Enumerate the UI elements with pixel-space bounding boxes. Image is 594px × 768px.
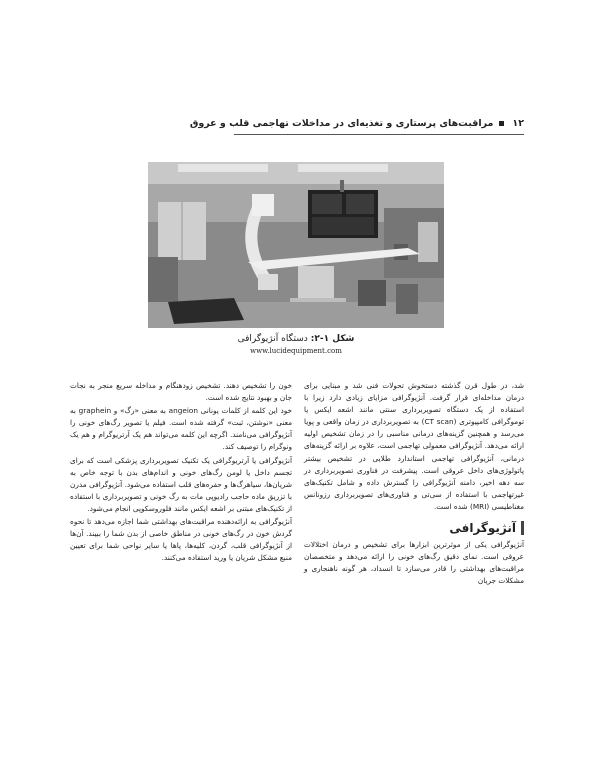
paragraph: شد، در طول قرن گذشته دستخوش تحولات فنی شد و مبنایی برای درمان مداخله‌ای قرار گرفت. آنژیوگرافی مزایای زیادی دارد زیرا با استفاده از یک دستگاه تصویربرداری سنتی مانند اشعه ایکس یا توموگرافی کامپیوتری (CT scan) به تصویربرداری در زمان واقعی و پویا می‌رسد و همچنین گزینه‌های درمانی مناسبی را در زمان تشخیص اولیه ارائه می‌دهد. آنژیوگرافی معمولی تهاجمی است، علاوه بر ارائه گزینه‌های درمانی، آنژیوگرافی تهاجمی استاندارد طلایی در تشخیص بیشتر پاتولوژی‌های داخل عروقی است. پیشرفت در فناوری تصویربرداری در سه دهه اخیر، دامنه آنژیوگرافی را گسترش داده و شامل تکنیک‌های غیرتهاجمی با استفاده از سی‌تی و فناوری‌های تصویربرداری رزونانس مغناطیسی (MRI) شده است. — [304, 381, 524, 511]
figure-label: شکل ۱-۲: — [310, 334, 355, 344]
left-column — [70, 380, 292, 565]
section-heading — [304, 521, 524, 535]
paragraph: آنژیوگرافی یا آرتریوگرافی یک تکنیک تصویربرداری پزشکی است که برای تجسم داخل یا لومن رگ‌های خونی و اندام‌های بدن با توجه خاص به شریان‌ها، سیاهرگ‌ها و حفره‌های قلب استفاده می‌شود. آنژیوگرافی مدرن با تزریق ماده حاجب رادیوپی مات به رگ خونی و تصویربرداری با استفاده از تکنیک‌های مبتنی بر اشعه ایکس مانند فلوروسکوپی انجام می‌شود. — [70, 455, 292, 513]
section-bar-icon — [521, 521, 524, 535]
figure-image-angiography-room — [148, 162, 444, 328]
paragraph: آنژیوگرافی یکی از موثرترین ابزارها برای تشخیص و درمان اختلالات عروقی است. نمای دقیق رگ‌های خونی را ارائه می‌دهد و متخصصان مراقبت‌های بهداشتی را قادر می‌سازد تا انسداد، هر گونه ناهنجاری و مشکلات جریان — [304, 540, 524, 586]
paragraph: خود این کلمه از کلمات یونانی angeion به معنی «رگ» و graphein به معنی «نوشتن، ثبت» گرفته شده است. فیلم یا تصویر رگ‌های خونی را آنژیوگرافی می‌نامند. اگرچه این کلمه می‌تواند هم یک آرتریوگرام و هم یک ونوگرام را توصیف کند. — [70, 406, 293, 452]
figure-source-url: www.lucidequipment.com — [250, 347, 342, 355]
square-bullet-icon — [499, 121, 504, 126]
header-rule — [234, 134, 524, 135]
running-header — [189, 118, 524, 134]
figure-title: دستگاه آنژیوگرافی — [237, 334, 308, 344]
section-title: آنژیوگرافی — [449, 520, 516, 535]
paragraph: خون را تشخیص دهند. تشخیص زودهنگام و مداخله سریع منجر به نجات جان و بهبود نتایج شده است. — [70, 381, 292, 403]
figure-caption — [148, 334, 444, 355]
paragraph: آنژیوگرافی به ارائه‌دهنده مراقبت‌های بهداشتی شما اجازه می‌دهد تا نحوه گردش خون در رگ‌های خونی در مناطق خاصی از بدن شما را ببیند. آن‌ها از آنژیوگرافی قلب، گردن، کلیه‌ها، پاها یا سایر نواحی شما برای تعیین منبع مشکل شریان یا ورید استفاده می‌کنند. — [70, 517, 292, 563]
running-title: مراقبت‌های پرستاری و تغذیه‌ای در مداخلات تهاجمی قلب و عروق — [189, 118, 494, 129]
right-column — [304, 380, 524, 588]
page-number: ١٢ — [512, 118, 524, 129]
